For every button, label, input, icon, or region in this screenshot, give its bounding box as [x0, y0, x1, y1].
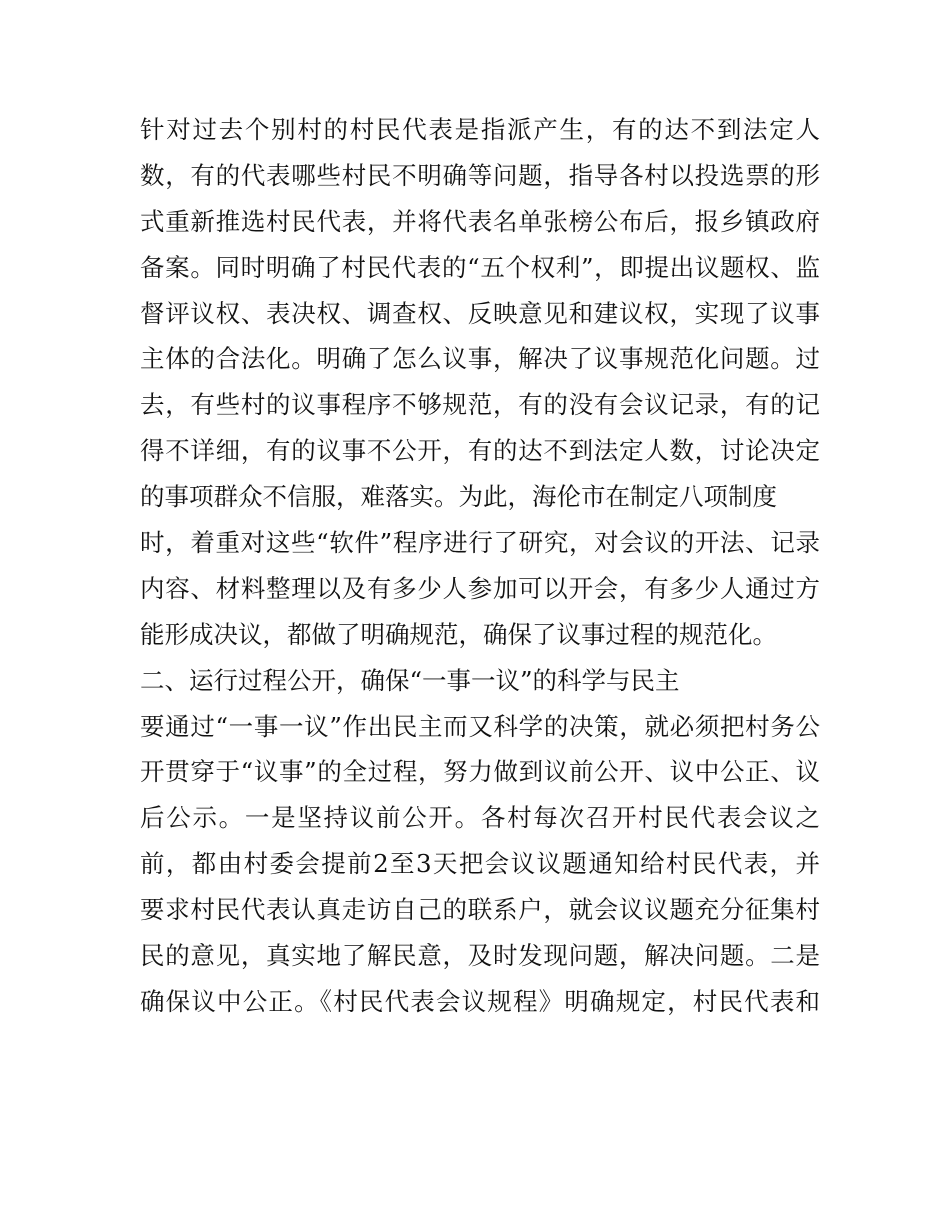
body-text	[140, 107, 820, 1025]
text-line-14: 要通过“一事一议”作出民主而又科学的决策，就必须把村务公	[140, 711, 820, 741]
text-line-4: 备案。同时明确了村民代表的“五个权利”，即提出议题权、监	[140, 252, 820, 282]
text-line-19: 民的意见，真实地了解民意，及时发现问题，解决问题。二是	[140, 941, 820, 971]
text-line-16: 后公示。一是坚持议前公开。各村每次召开村民代表会议之	[140, 803, 820, 833]
text-line-10: 时，着重对这些“软件”程序进行了研究，对会议的开法、记录	[140, 528, 820, 558]
text-line-5: 督评议权、表决权、调查权、反映意见和建议权，实现了议事	[140, 298, 820, 328]
text-line-2: 数，有的代表哪些村民不明确等问题，指导各村以投选票的形	[140, 160, 820, 190]
text-line-7: 去，有些村的议事程序不够规范，有的没有会议记录，有的记	[140, 390, 820, 420]
text-line-17: 前，都由村委会提前2至3天把会议议题通知给村民代表，并	[140, 849, 820, 879]
text-line-15: 开贯穿于“议事”的全过程，努力做到议前公开、议中公正、议	[140, 757, 820, 787]
text-line-12: 能形成决议，都做了明确规范，确保了议事过程的规范化。	[140, 619, 777, 649]
text-line-11: 内容、材料整理以及有多少人参加可以开会，有多少人通过方	[140, 573, 820, 603]
text-line-3: 式重新推选村民代表，并将代表名单张榜公布后，报乡镇政府	[140, 206, 820, 236]
text-line-18: 要求村民代表认真走访自己的联系户，就会议议题充分征集村	[140, 895, 820, 925]
text-line-6: 主体的合法化。明确了怎么议事，解决了议事规范化问题。过	[140, 344, 820, 374]
text-line-8: 得不详细，有的议事不公开，有的达不到法定人数，讨论决定	[140, 436, 820, 466]
section-heading: 二、运行过程公开，确保“一事一议”的科学与民主	[140, 665, 680, 695]
text-line-1: 针对过去个别村的村民代表是指派产生，有的达不到法定人	[140, 115, 820, 144]
text-line-20: 确保议中公正。《村民代表会议规程》明确规定，村民代表和	[140, 986, 820, 1016]
text-line-9: 的事项群众不信服，难落实。为此，海伦市在制定八项制度	[140, 482, 777, 512]
